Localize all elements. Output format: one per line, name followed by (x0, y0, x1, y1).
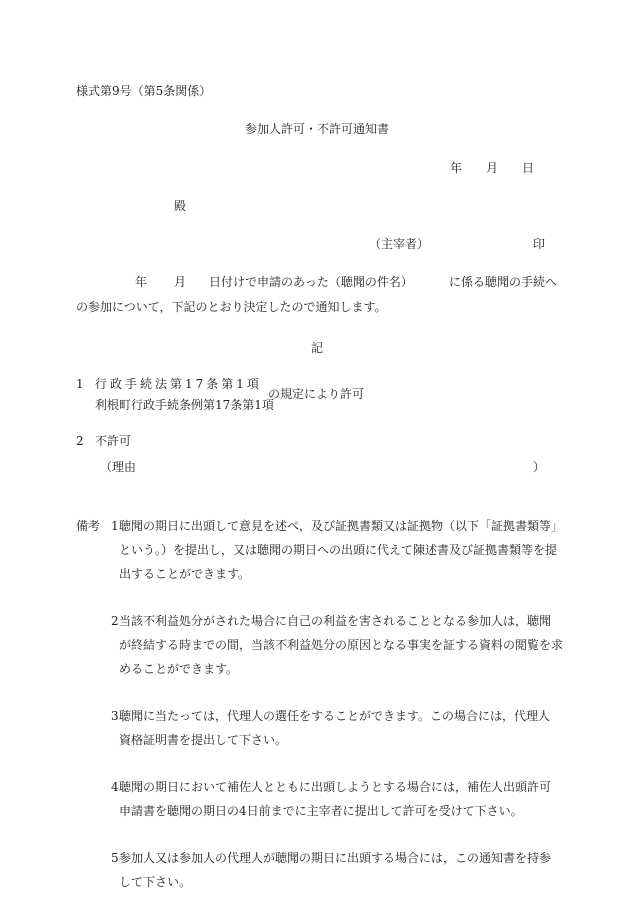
remark-note-line: して下さい。 (119, 875, 192, 889)
remark-note-line: 参加人又は参加人の代理人が聴聞の期日に出頭する場合には，この通知書を持参 (119, 851, 552, 865)
remark-note-line: という。）を提出し，又は聴聞の期日への出頭に代えて陳述書及び証拠書類等を提 (119, 543, 558, 557)
seal-mark: 印 (533, 237, 546, 251)
body-month: 月 (174, 275, 187, 289)
remarks-label: 備考 (76, 519, 101, 533)
body-hearing-text: に係る聴聞の手続へ (449, 275, 558, 289)
addressee-suffix: 殿 (174, 199, 187, 213)
reason-close: ） (533, 460, 546, 474)
date-day: 日 (522, 161, 535, 175)
item-2-number: 2 (76, 434, 84, 448)
item-1-law: 行政手続法第17条第1項 (95, 377, 262, 391)
remark-note-number: 4 (111, 780, 119, 794)
form-number: 様式第9号（第5条関係） (76, 84, 212, 98)
remark-note-number: 2 (111, 614, 119, 628)
body-line-2: の参加について，下記のとおり決定したので通知します。 (76, 300, 387, 314)
item-1-number: 1 (76, 377, 84, 391)
item-2-label: 不許可 (95, 434, 132, 448)
reason-open: （理由 (100, 460, 137, 474)
body-application-text: 日付けで申請のあった（聴聞の件名） (209, 275, 413, 289)
remark-note-line: 聴聞に当たっては，代理人の選任をすることができます。この場合には，代理人 (119, 709, 551, 723)
remark-note-line: 聴聞の期日に出頭して意見を述べ，及び証拠書類又は証拠物（以下「証拠書類等」 (119, 519, 564, 533)
remark-note-line: が終結する時までの間，当該不利益処分の原因となる事実を証する資料の閲覧を求 (119, 638, 564, 652)
date-month: 月 (486, 161, 499, 175)
remark-note-number: 1 (111, 519, 119, 533)
document-title: 参加人許可・不許可通知書 (245, 122, 390, 136)
ki-heading: 記 (311, 341, 324, 355)
date-year: 年 (450, 161, 463, 175)
remark-note-line: めることができます。 (119, 662, 239, 676)
remark-note-line: 聴聞の期日において補佐人とともに出頭しようとする場合には，補佐人出頭許可 (119, 780, 552, 794)
remark-note-line: 資格証明書を提出して下さい。 (119, 733, 288, 747)
remark-note-number: 3 (111, 709, 119, 723)
body-line-1 (76, 276, 558, 290)
remark-note-line: 申請書を聴聞の期日の4日前までに主宰者に提出して許可を受けて下さい。 (119, 804, 523, 818)
item-1-permission-text: の規定により許可 (268, 387, 365, 401)
organizer-label: （主宰者） (369, 237, 430, 251)
remark-note-number: 5 (111, 851, 119, 865)
item-1-ordinance: 利根町行政手続条例第17条第1項 (95, 398, 274, 412)
body-year: 年 (135, 275, 148, 289)
remark-note-line: 当該不利益処分がされた場合に自己の利益を害されることとなる参加人は，聴聞 (119, 614, 552, 628)
remark-note-line: 出することができます。 (119, 567, 251, 581)
